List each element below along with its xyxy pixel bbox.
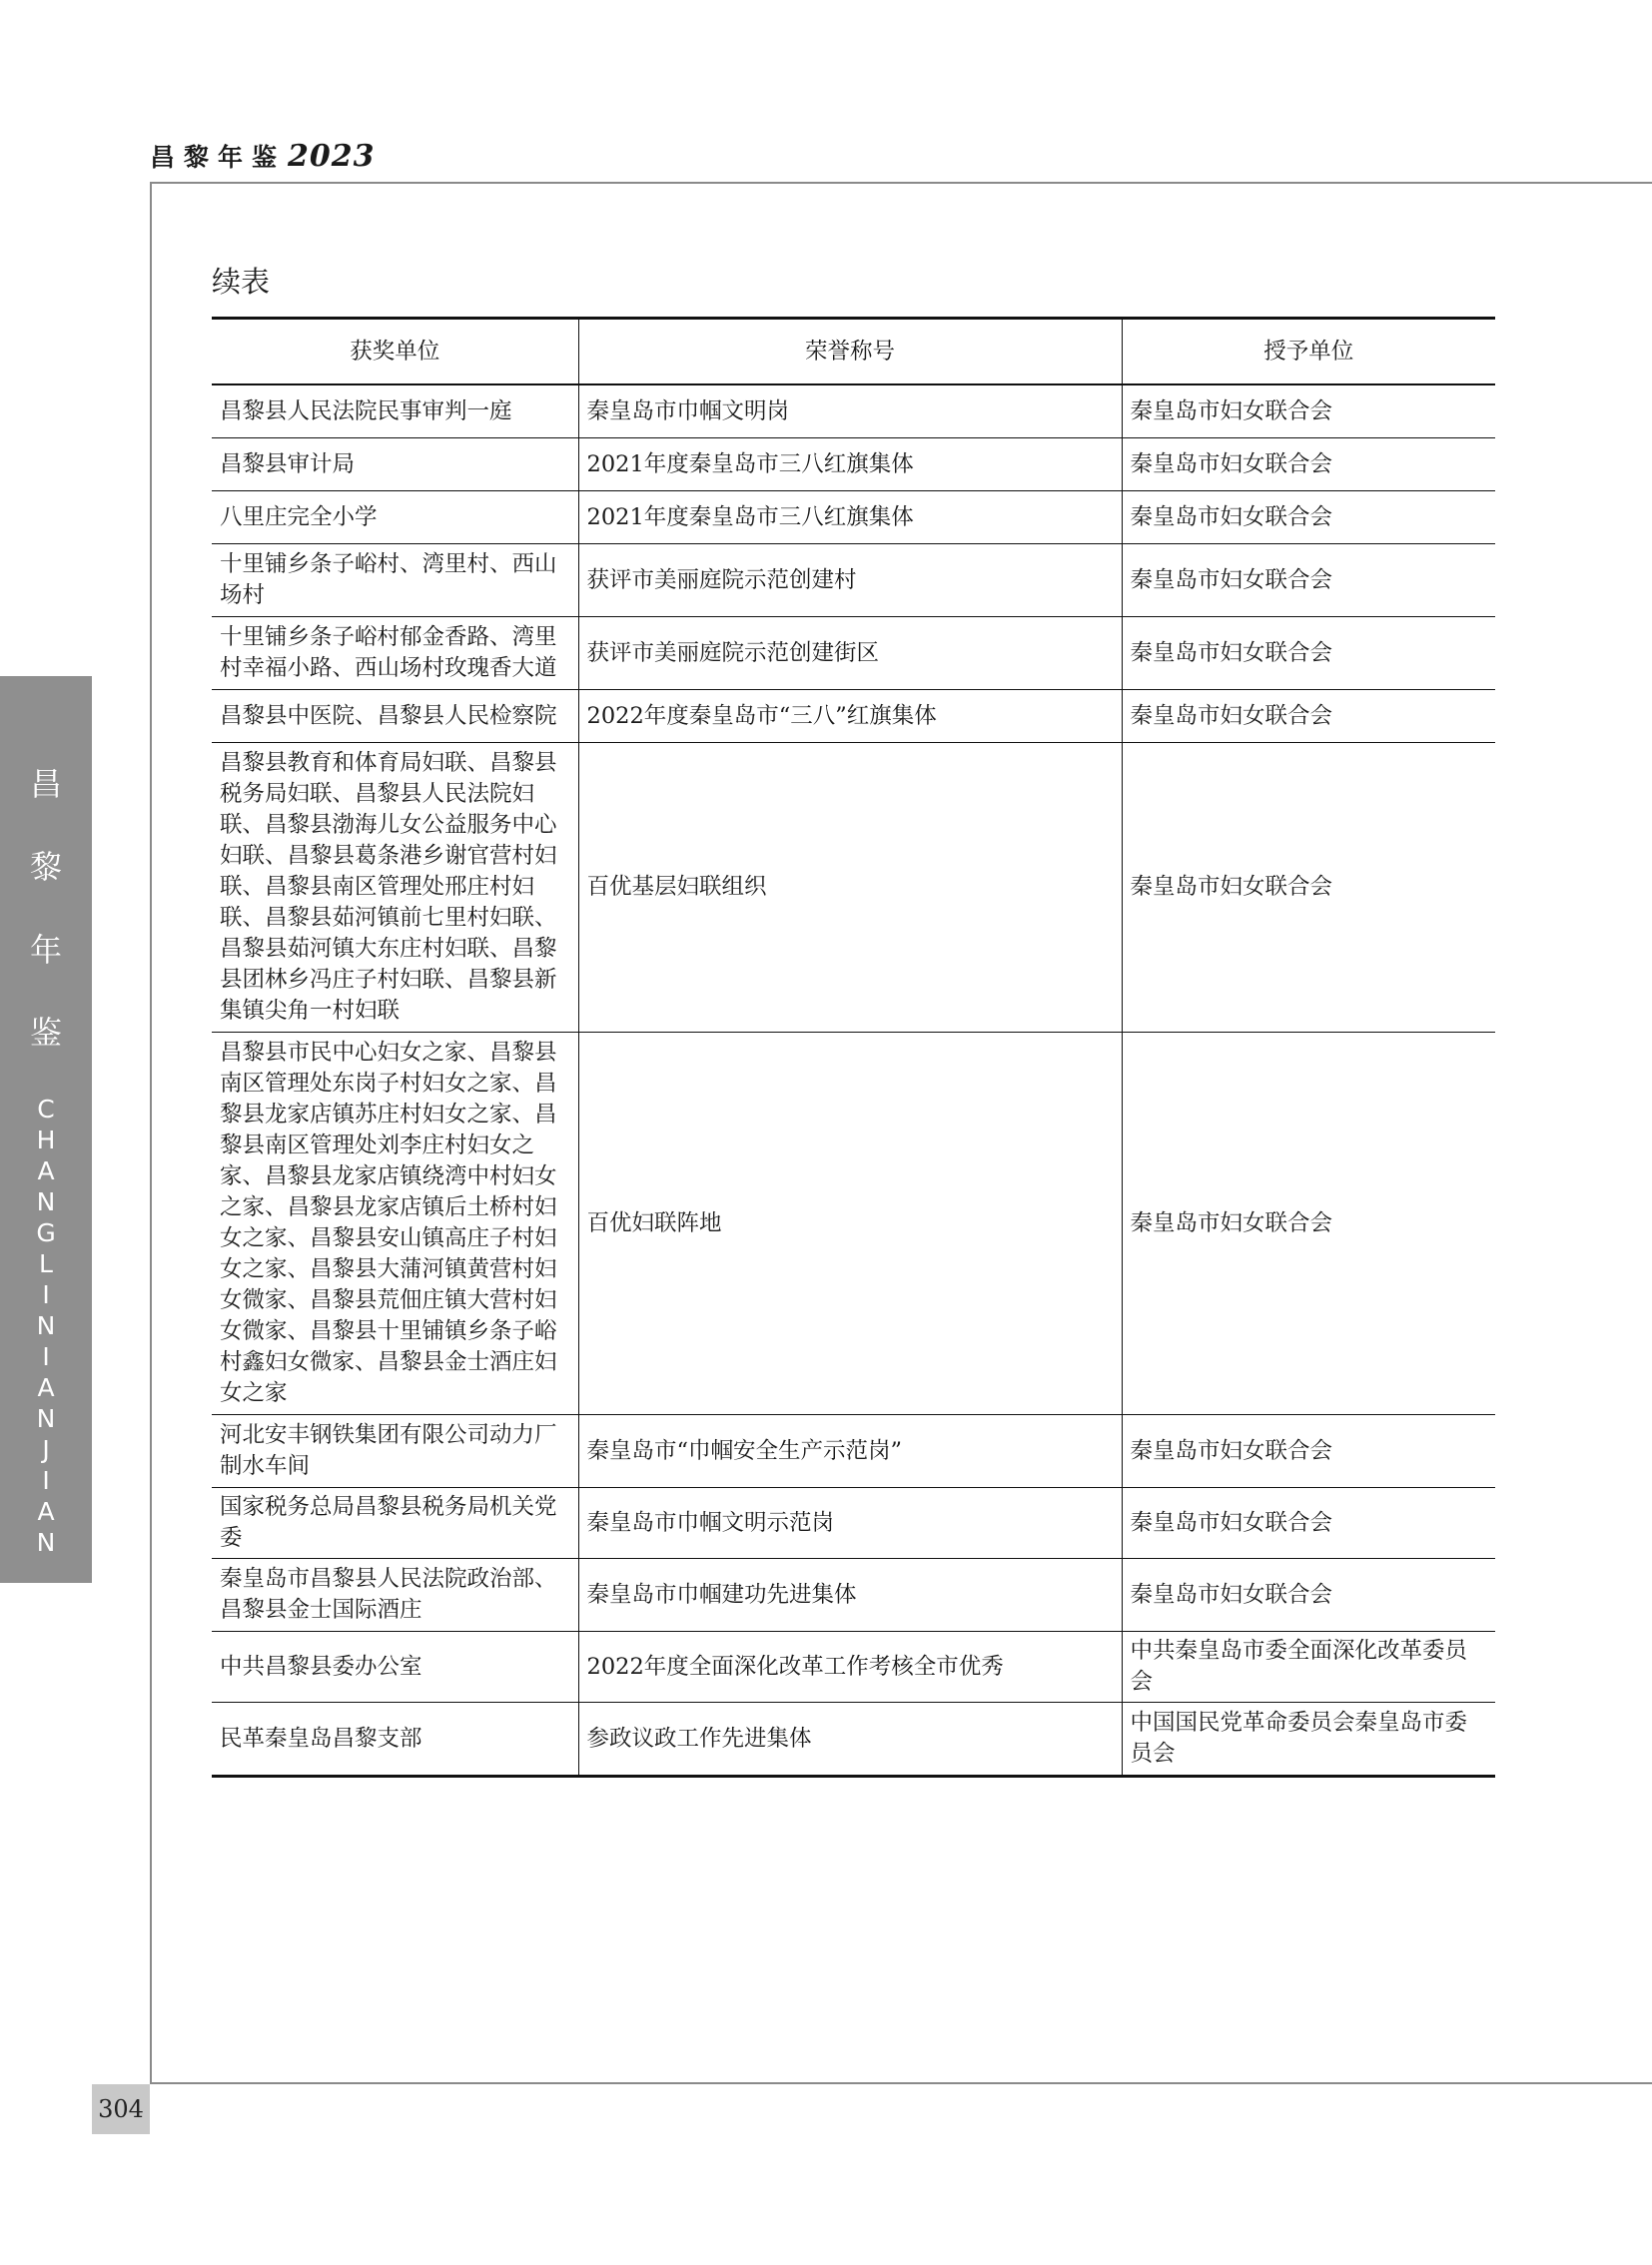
cell-award-unit: 国家税务总局昌黎县税务局机关党委 bbox=[212, 1488, 578, 1559]
cell-honor-title: 获评市美丽庭院示范创建街区 bbox=[578, 617, 1122, 690]
table-row bbox=[212, 384, 1495, 438]
cell-granting-unit: 秦皇岛市妇女联合会 bbox=[1122, 743, 1495, 1033]
header-honor-title: 荣誉称号 bbox=[578, 319, 1122, 385]
cell-granting-unit: 秦皇岛市妇女联合会 bbox=[1122, 491, 1495, 544]
side-tab-letter: A bbox=[37, 1497, 55, 1526]
side-tab-letter: I bbox=[42, 1280, 50, 1309]
cell-granting-unit: 中共秦皇岛市委全面深化改革委员会 bbox=[1122, 1632, 1495, 1703]
table-row bbox=[212, 1559, 1495, 1632]
cell-granting-unit: 秦皇岛市妇女联合会 bbox=[1122, 544, 1495, 617]
table-row bbox=[212, 544, 1495, 617]
side-tab-letter: N bbox=[36, 1187, 56, 1216]
side-tab-char: 昌 bbox=[29, 765, 62, 803]
side-tab-letter: N bbox=[36, 1528, 56, 1557]
cell-award-unit: 昌黎县审计局 bbox=[212, 438, 578, 491]
cell-award-unit: 十里铺乡条子峪村、湾里村、西山场村 bbox=[212, 544, 578, 617]
side-tab-char: 年 bbox=[29, 931, 62, 969]
table-header-row bbox=[212, 319, 1495, 385]
cell-award-unit: 十里铺乡条子峪村郁金香路、湾里村幸福小路、西山场村玫瑰香大道 bbox=[212, 617, 578, 690]
margin-rule bbox=[150, 182, 152, 2084]
header-rule bbox=[150, 182, 1652, 184]
table-row bbox=[212, 743, 1495, 1033]
cell-award-unit: 民革秦皇岛昌黎支部 bbox=[212, 1703, 578, 1777]
cell-honor-title: 百优基层妇联组织 bbox=[578, 743, 1122, 1033]
book-title: 昌黎年鉴 bbox=[150, 143, 287, 172]
table-row bbox=[212, 438, 1495, 491]
cell-honor-title: 参政议政工作先进集体 bbox=[578, 1703, 1122, 1777]
table-row bbox=[212, 1415, 1495, 1488]
awards-table bbox=[212, 317, 1495, 1778]
cell-granting-unit: 秦皇岛市妇女联合会 bbox=[1122, 1488, 1495, 1559]
cell-granting-unit: 秦皇岛市妇女联合会 bbox=[1122, 617, 1495, 690]
cell-honor-title: 2022年度秦皇岛市“三八”红旗集体 bbox=[578, 690, 1122, 743]
side-tab-letter: I bbox=[42, 1466, 50, 1495]
side-tab-letter: C bbox=[37, 1095, 55, 1124]
side-tab-letter: G bbox=[36, 1218, 56, 1247]
cell-honor-title: 2021年度秦皇岛市三八红旗集体 bbox=[578, 438, 1122, 491]
side-tab-pinyin bbox=[0, 1094, 92, 1558]
side-tab-letter: J bbox=[42, 1435, 50, 1464]
side-tab-char: 鉴 bbox=[29, 1014, 62, 1052]
cell-honor-title: 秦皇岛市巾帼文明示范岗 bbox=[578, 1488, 1122, 1559]
running-header bbox=[150, 138, 376, 174]
cell-granting-unit: 秦皇岛市妇女联合会 bbox=[1122, 1559, 1495, 1632]
cell-award-unit: 昌黎县教育和体育局妇联、昌黎县税务局妇联、昌黎县人民法院妇联、昌黎县渤海儿女公益服务中心妇联、昌黎县葛条港乡谢官营村妇联、昌黎县南区管理处邢庄村妇联、昌黎县茹河镇前七里村妇联、昌黎县茹河镇大东庄村妇联、昌黎县团林乡冯庄子村妇联、昌黎县新集镇尖角一村妇联 bbox=[212, 743, 578, 1033]
side-tab-char: 黎 bbox=[29, 848, 62, 886]
header-award-unit: 获奖单位 bbox=[212, 319, 578, 385]
cell-granting-unit: 秦皇岛市妇女联合会 bbox=[1122, 438, 1495, 491]
cell-award-unit: 中共昌黎县委办公室 bbox=[212, 1632, 578, 1703]
cell-award-unit: 八里庄完全小学 bbox=[212, 491, 578, 544]
side-tab-letter: N bbox=[36, 1404, 56, 1433]
cell-honor-title: 获评市美丽庭院示范创建村 bbox=[578, 544, 1122, 617]
cell-honor-title: 百优妇联阵地 bbox=[578, 1033, 1122, 1415]
cell-honor-title: 2022年度全面深化改革工作考核全市优秀 bbox=[578, 1632, 1122, 1703]
footer-rule bbox=[150, 2082, 1652, 2084]
side-tab-letter: L bbox=[39, 1249, 53, 1278]
table-row bbox=[212, 1033, 1495, 1415]
cell-granting-unit: 秦皇岛市妇女联合会 bbox=[1122, 384, 1495, 438]
cell-honor-title: 秦皇岛市巾帼文明岗 bbox=[578, 384, 1122, 438]
cell-award-unit: 秦皇岛市昌黎县人民法院政治部、昌黎县金士国际酒庄 bbox=[212, 1559, 578, 1632]
table-row bbox=[212, 1632, 1495, 1703]
table-caption: 续表 bbox=[212, 267, 271, 299]
table-row bbox=[212, 1703, 1495, 1777]
table-row bbox=[212, 690, 1495, 743]
cell-granting-unit: 秦皇岛市妇女联合会 bbox=[1122, 1415, 1495, 1488]
side-tab-letter: A bbox=[37, 1373, 55, 1402]
side-tab-letter: I bbox=[42, 1342, 50, 1371]
book-year: 2023 bbox=[288, 139, 376, 174]
header-granting-unit: 授予单位 bbox=[1122, 319, 1495, 385]
cell-honor-title: 秦皇岛市“巾帼安全生产示范岗” bbox=[578, 1415, 1122, 1488]
side-tab-letter: N bbox=[36, 1311, 56, 1340]
page-number: 304 bbox=[92, 2084, 150, 2134]
cell-granting-unit: 中国国民党革命委员会秦皇岛市委员会 bbox=[1122, 1703, 1495, 1777]
cell-award-unit: 昌黎县人民法院民事审判一庭 bbox=[212, 384, 578, 438]
cell-granting-unit: 秦皇岛市妇女联合会 bbox=[1122, 1033, 1495, 1415]
side-tab-letter: H bbox=[36, 1126, 56, 1154]
cell-award-unit: 河北安丰钢铁集团有限公司动力厂制水车间 bbox=[212, 1415, 578, 1488]
table-row bbox=[212, 1488, 1495, 1559]
table-row bbox=[212, 617, 1495, 690]
cell-award-unit: 昌黎县中医院、昌黎县人民检察院 bbox=[212, 690, 578, 743]
cell-honor-title: 2021年度秦皇岛市三八红旗集体 bbox=[578, 491, 1122, 544]
side-tab-letter: A bbox=[37, 1156, 55, 1185]
table-row bbox=[212, 491, 1495, 544]
cell-granting-unit: 秦皇岛市妇女联合会 bbox=[1122, 690, 1495, 743]
cell-award-unit: 昌黎县市民中心妇女之家、昌黎县南区管理处东岗子村妇女之家、昌黎县龙家店镇苏庄村妇女之家、昌黎县南区管理处刘李庄村妇女之家、昌黎县龙家店镇绕湾中村妇女之家、昌黎县龙家店镇后土桥村妇女之家、昌黎县安山镇高庄子村妇女之家、昌黎县大蒲河镇黄营村妇女微家、昌黎县荒佃庄镇大营村妇女微家、昌黎县十里铺镇乡条子峪村鑫妇女微家、昌黎县金士酒庄妇女之家 bbox=[212, 1033, 578, 1415]
cell-honor-title: 秦皇岛市巾帼建功先进集体 bbox=[578, 1559, 1122, 1632]
